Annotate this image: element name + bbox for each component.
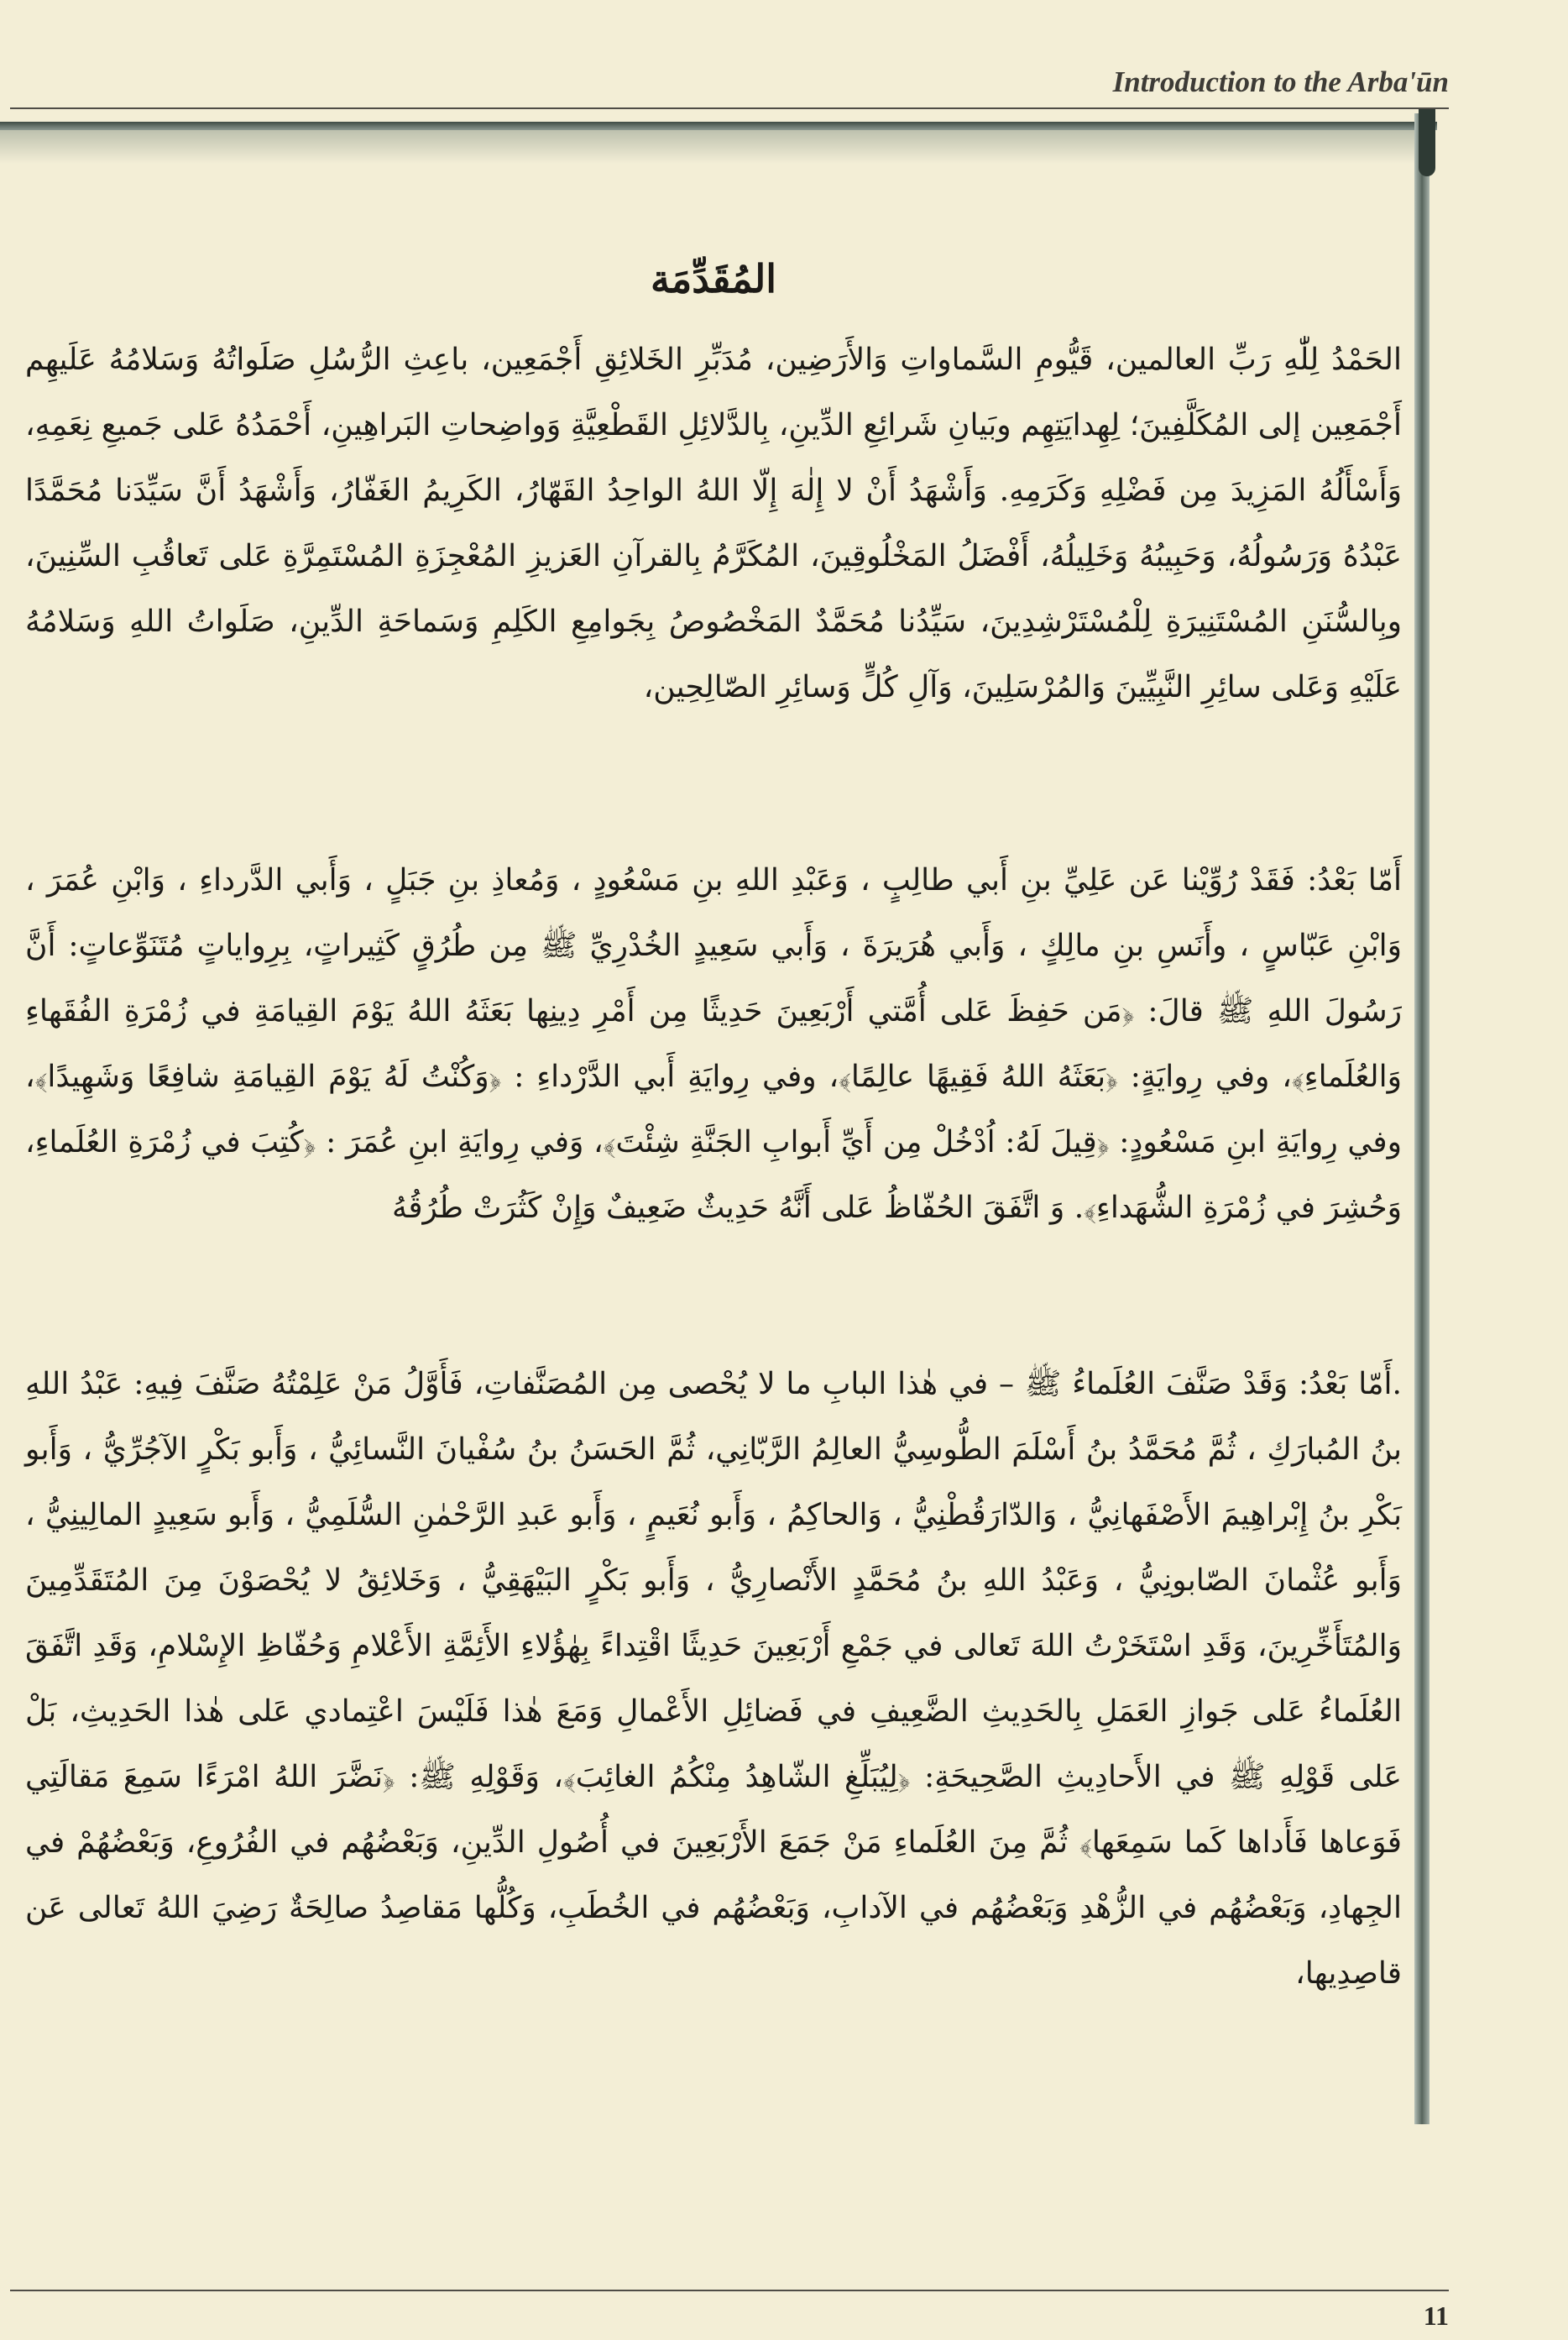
- paragraph-narrations: أَمّا بَعْدُ: فَقَدْ رُوِّيْنا عَن عَلِيِّ بنِ أَبي طالِبٍ ، وَعَبْدِ اللهِ بنِ مَسْعُودٍ ، وَمُعاذِ بنِ جَبَلٍ ، وَأَبي الدَّرداءِ ، وَابْنِ عُمَرَ ، وَابْنِ عَبّاسٍ ، وأَنَسِ بنِ مالِكٍ ، وَأَبي هُرَيرَةَ ، وَأَبي سَعِيدٍ الخُدْرِيِّ ﷺ مِن طُرُقٍ كَثِيراتٍ، بِرِواياتٍ مُتَنَوِّعاتٍ: أَنَّ رَسُولَ اللهِ ﷺ قالَ: ﴿مَن حَفِظَ عَلى أُمَّتي أَرْبَعِينَ حَدِيثًا مِن أَمْرِ دِينِها بَعَثَهُ اللهُ يَوْمَ القِيامَةِ في زُمْرَةِ الفُقَهاءِ وَالعُلَماءِ﴾، وفي رِوايَةٍ: ﴿بَعَثَهُ اللهُ فَقِيهًا عالِمًا﴾، وفي رِوايَةِ أَبي الدَّرْداءِ : ﴿وَكُنْتُ لَهُ يَوْمَ القِيامَةِ شافِعًا وَشَهِيدًا﴾، وفي رِوايَةِ ابنِ مَسْعُودٍ: ﴿قِيلَ لَهُ: اُدْخُلْ مِن أَيِّ أَبوابِ الجَنَّةِ شِئْتَ﴾، وَفي رِوايَةِ ابنِ عُمَرَ : ﴿كُتِبَ في زُمْرَةِ العُلَماءِ، وَحُشِرَ في زُمْرَةِ الشُّهَداءِ﴾. وَ اتَّفَقَ الحُفّاظُ عَلى أَنَّهُ حَدِيثٌ ضَعِيفٌ وَإِنْ كَثُرَتْ طُرُقُهُ: [25, 863, 1403, 1225]
- scroll-shadow: [0, 130, 1414, 164]
- section-title: المُقَدِّمَة: [650, 256, 777, 301]
- footer-rule: [10, 2290, 1449, 2291]
- scroll-right-edge: [1414, 113, 1429, 2124]
- page-header: [0, 0, 1568, 109]
- scroll-top-edge: [0, 122, 1437, 130]
- paragraph-praise: الحَمْدُ لِلّٰهِ رَبِّ العالمين، قَيُّومِ السَّماواتِ وَالأَرَضِين، مُدَبِّرِ الخَلائِقِ أَجْمَعِين، باعِثِ الرُّسُلِ صَلَواتُهُ وَسَلامُهُ عَلَيهِم أَجْمَعِين إلى المُكَلَّفِينَ؛ لِهِدايَتِهِم وبَيانِ شَرائِعِ الدِّينِ، بِالدَّلائِلِ القَطْعِيَّةِ وَواضِحاتِ البَراهِينِ، أَحْمَدُهُ عَلى جَميعِ نِعَمِهِ، وَأَسْأَلُهُ المَزِيدَ مِن فَضْلِهِ وَكَرَمِهِ. وَأَشْهَدُ أَنْ لا إِلٰهَ إِلّا اللهُ الواحِدُ القَهّارُ، الكَرِيمُ الغَفّارُ، وَأَشْهَدُ أَنَّ سَيِّدَنا مُحَمَّدًا عَبْدُهُ وَرَسُولُهُ، وَحَبِيبُهُ وَخَلِيلُهُ، أَفْضَلُ المَخْلُوقِينَ، المُكَرَّمُ بِالقرآنِ العَزيزِ المُعْجِزَةِ المُسْتَمِرَّةِ عَلى تَعاقُبِ السِّنِينَ، وبِالسُّنَنِ المُسْتَنِيرَةِ لِلْمُسْتَرْشِدِينَ، سَيِّدُنا مُحَمَّدٌ المَخْصُوصُ بِجَوامِعِ الكَلِمِ وَسَماحَةِ الدِّينِ، صَلَواتُ اللهِ وَسَلامُهُ عَلَيْهِ وَعَلى سائِرِ النَّبِيِّينَ وَالمُرْسَلِينَ، وَآلِ كُلٍّ وَسائِرِ الصّالِحِين،: [25, 343, 1402, 704]
- header-rule: [10, 107, 1449, 109]
- scroll-curl: [1419, 109, 1435, 176]
- page-number: 11: [1423, 2301, 1449, 2331]
- paragraph-compilers: .أَمّا بَعْدُ: وَقَدْ صَنَّفَ العُلَماءُ ﷺ – في هٰذا البابِ ما لا يُحْصى مِن المُصَنَّفاتِ، فَأَوَّلُ مَنْ عَلِمْتُهُ صَنَّفَ فِيهِ: عَبْدُ اللهِ بنُ المُبارَكِ ، ثُمَّ مُحَمَّدُ بنُ أَسْلَمَ الطُّوسِيُّ العالِمُ الرَّبّانِي، ثُمَّ الحَسَنُ بنُ سُفْيانَ النَّسائِيُّ ، وَأَبو بَكْرٍ الآجُرِّيُّ ، وَأَبو بَكْرِ بنُ إِبْراهِيمَ الأَصْفَهانِيُّ ، وَالدّارَقُطْنِيُّ ، وَالحاكِمُ ، وَأَبو نُعَيمٍ ، وَأَبو عَبدِ الرَّحْمٰنِ السُّلَمِيُّ ، وَأَبو سَعِيدٍ المالِينِيُّ ، وَأَبو عُثْمانَ الصّابونِيُّ ، وَعَبْدُ اللهِ بنُ مُحَمَّدٍ الأَنْصارِيُّ ، وَأَبو بَكْرٍ البَيْهَقِيُّ ، وَخَلائِقُ لا يُحْصَوْنَ مِنَ المُتَقَدِّمِينَ وَالمُتَأَخِّرِينَ، وَقَدِ اسْتَخَرْتُ اللهَ تَعالى في جَمْعِ أَرْبَعِينَ حَدِيثًا اقْتِداءً بِهٰؤُلاءِ الأَئِمَّةِ الأَعْلامِ وَحُفّاظِ الإِسْلامِ، وَقَدِ اتَّفَقَ العُلَماءُ عَلى جَوازِ العَمَلِ بِالحَدِيثِ الضَّعِيفِ في فَضائِلِ الأَعْمالِ وَمَعَ هٰذا فَلَيْسَ اعْتِمادي عَلى هٰذا الحَدِيثِ، بَلْ عَلى قَوْلِهِ ﷺ في الأَحادِيثِ الصَّحِيحَةِ: ﴿لِيُبَلِّغِ الشّاهِدُ مِنْكُمُ الغائِبَ﴾، وَقَوْلِهِ ﷺ: ﴿نَضَّرَ اللهُ امْرَءًا سَمِعَ مَقالَتِي فَوَعاها فَأَداها كَما سَمِعَها﴾ ثُمَّ مِنَ العُلَماءِ مَنْ جَمَعَ الأَرْبَعِينَ في أُصُولِ الدِّينِ، وَبَعْضُهُم في الفُرُوعِ، وَبَعْضُهُمْ في الجِهادِ، وَبَعْضُهُم في الزُّهْدِ وَبَعْضُهُم في الآدابِ، وَبَعْضُهُم في الخُطَبِ، وَكُلُّها مَقاصِدُ صالِحَةٌ رَضِيَ اللهُ تَعالى عَن قاصِدِيها،: [25, 1367, 1402, 1991]
- running-title: Introduction to the Arba'ūn: [1112, 65, 1449, 98]
